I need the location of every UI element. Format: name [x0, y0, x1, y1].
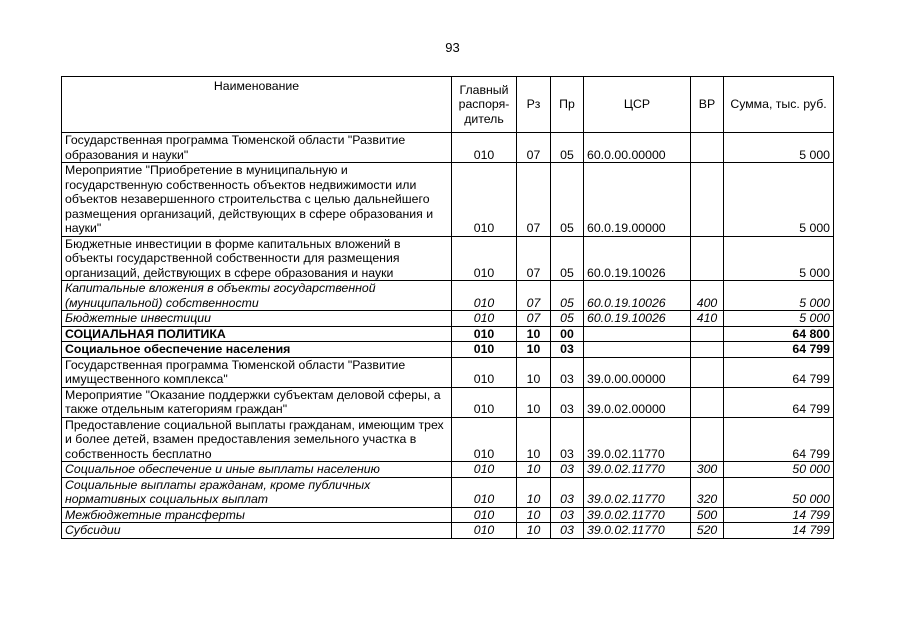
header-vr: ВР [691, 77, 724, 133]
row-csr: 60.0.19.10026 [584, 281, 691, 311]
row-sum: 14 799 [724, 507, 834, 523]
row-pr: 03 [551, 507, 584, 523]
row-manager: 010 [452, 417, 517, 462]
row-name: Бюджетные инвестиции [62, 311, 452, 327]
row-manager: 010 [452, 281, 517, 311]
row-manager: 010 [452, 523, 517, 539]
row-vr [691, 163, 724, 237]
row-vr: 520 [691, 523, 724, 539]
page-number: 93 [445, 40, 460, 55]
row-pr: 05 [551, 163, 584, 237]
row-pr: 03 [551, 387, 584, 417]
row-vr [691, 387, 724, 417]
row-pr: 03 [551, 342, 584, 358]
table-row [62, 326, 834, 342]
row-vr: 500 [691, 507, 724, 523]
row-sum: 64 799 [724, 417, 834, 462]
row-manager: 010 [452, 133, 517, 163]
row-csr: 39.0.02.00000 [584, 387, 691, 417]
row-sum: 50 000 [724, 477, 834, 507]
header-rz: Рз [517, 77, 551, 133]
row-csr [584, 342, 691, 358]
row-vr: 400 [691, 281, 724, 311]
row-sum: 5 000 [724, 311, 834, 327]
row-manager: 010 [452, 311, 517, 327]
row-name: Бюджетные инвестиции в форме капитальных вложений в объекты государственной собственности для размещения организаций, действующих в сфере образования и науки [62, 236, 452, 281]
row-name: Мероприятие "Приобретение в муниципальную и государственную собственность объектов недвижимости или объектов незавершенного строительства с целью дальнейшего размещения организаций, действующих в сфере образования и науки" [62, 163, 452, 237]
table-row [62, 281, 834, 311]
row-csr: 60.0.19.10026 [584, 236, 691, 281]
header-manager: Главный распоря- дитель [452, 77, 517, 133]
row-rz: 10 [517, 326, 551, 342]
row-manager: 010 [452, 507, 517, 523]
row-rz: 10 [517, 387, 551, 417]
row-sum: 64 799 [724, 357, 834, 387]
row-sum: 64 800 [724, 326, 834, 342]
row-name: Социальные выплаты гражданам, кроме публичных нормативных социальных выплат [62, 477, 452, 507]
row-vr [691, 417, 724, 462]
table-row [62, 133, 834, 163]
row-rz: 10 [517, 357, 551, 387]
row-manager: 010 [452, 163, 517, 237]
row-vr [691, 357, 724, 387]
row-sum: 5 000 [724, 163, 834, 237]
row-manager: 010 [452, 342, 517, 358]
row-sum: 5 000 [724, 133, 834, 163]
row-sum: 14 799 [724, 523, 834, 539]
table-row [62, 342, 834, 358]
table-row [62, 507, 834, 523]
row-rz: 10 [517, 462, 551, 478]
row-csr [584, 326, 691, 342]
row-pr: 00 [551, 326, 584, 342]
table-row [62, 387, 834, 417]
row-pr: 05 [551, 133, 584, 163]
row-pr: 05 [551, 311, 584, 327]
header-name: Наименование [62, 77, 452, 133]
row-vr [691, 326, 724, 342]
table-row [62, 462, 834, 478]
row-rz: 07 [517, 163, 551, 237]
row-name: Предоставление социальной выплаты гражданам, имеющим трех и более детей, взамен предоставления земельного участка в собственность бесплатно [62, 417, 452, 462]
table-row [62, 163, 834, 237]
row-pr: 03 [551, 357, 584, 387]
row-rz: 07 [517, 236, 551, 281]
row-sum: 64 799 [724, 387, 834, 417]
header-sum: Сумма, тыс. руб. [724, 77, 834, 133]
row-pr: 03 [551, 477, 584, 507]
row-sum: 5 000 [724, 281, 834, 311]
row-name: Субсидии [62, 523, 452, 539]
row-csr: 39.0.02.11770 [584, 462, 691, 478]
row-rz: 10 [517, 417, 551, 462]
row-csr: 39.0.00.00000 [584, 357, 691, 387]
row-csr: 39.0.02.11770 [584, 523, 691, 539]
row-manager: 010 [452, 477, 517, 507]
row-rz: 10 [517, 523, 551, 539]
row-csr: 39.0.02.11770 [584, 477, 691, 507]
row-name: Государственная программа Тюменской области "Развитие имущественного комплекса" [62, 357, 452, 387]
row-name: Социальное обеспечение и иные выплаты населению [62, 462, 452, 478]
row-pr: 03 [551, 417, 584, 462]
table-row [62, 417, 834, 462]
row-name: СОЦИАЛЬНАЯ ПОЛИТИКА [62, 326, 452, 342]
row-name: Межбюджетные трансферты [62, 507, 452, 523]
row-rz: 07 [517, 311, 551, 327]
row-csr: 60.0.19.00000 [584, 163, 691, 237]
row-pr: 03 [551, 462, 584, 478]
row-manager: 010 [452, 462, 517, 478]
row-csr: 39.0.02.11770 [584, 417, 691, 462]
row-pr: 05 [551, 236, 584, 281]
row-manager: 010 [452, 357, 517, 387]
row-name: Государственная программа Тюменской области "Развитие образования и науки" [62, 133, 452, 163]
row-sum: 64 799 [724, 342, 834, 358]
row-vr: 300 [691, 462, 724, 478]
table-header-row [62, 77, 834, 133]
row-rz: 10 [517, 342, 551, 358]
row-csr: 60.0.00.00000 [584, 133, 691, 163]
row-csr: 39.0.02.11770 [584, 507, 691, 523]
row-manager: 010 [452, 236, 517, 281]
row-vr: 320 [691, 477, 724, 507]
row-manager: 010 [452, 326, 517, 342]
row-vr [691, 236, 724, 281]
row-vr [691, 133, 724, 163]
row-vr: 410 [691, 311, 724, 327]
row-name: Капитальные вложения в объекты государственной (муниципальной) собственности [62, 281, 452, 311]
header-csr: ЦСР [584, 77, 691, 133]
table-row [62, 523, 834, 539]
row-sum: 5 000 [724, 236, 834, 281]
table-row [62, 357, 834, 387]
row-rz: 10 [517, 507, 551, 523]
row-pr: 03 [551, 523, 584, 539]
row-rz: 07 [517, 281, 551, 311]
row-rz: 07 [517, 133, 551, 163]
row-sum: 50 000 [724, 462, 834, 478]
table-row [62, 236, 834, 281]
budget-table [61, 76, 834, 539]
table-row [62, 477, 834, 507]
table-row [62, 311, 834, 327]
header-pr: Пр [551, 77, 584, 133]
row-vr [691, 342, 724, 358]
row-manager: 010 [452, 387, 517, 417]
row-name: Социальное обеспечение населения [62, 342, 452, 358]
row-name: Мероприятие "Оказание поддержки субъектам деловой сферы, а также отдельным категориям граждан" [62, 387, 452, 417]
row-pr: 05 [551, 281, 584, 311]
row-rz: 10 [517, 477, 551, 507]
row-csr: 60.0.19.10026 [584, 311, 691, 327]
